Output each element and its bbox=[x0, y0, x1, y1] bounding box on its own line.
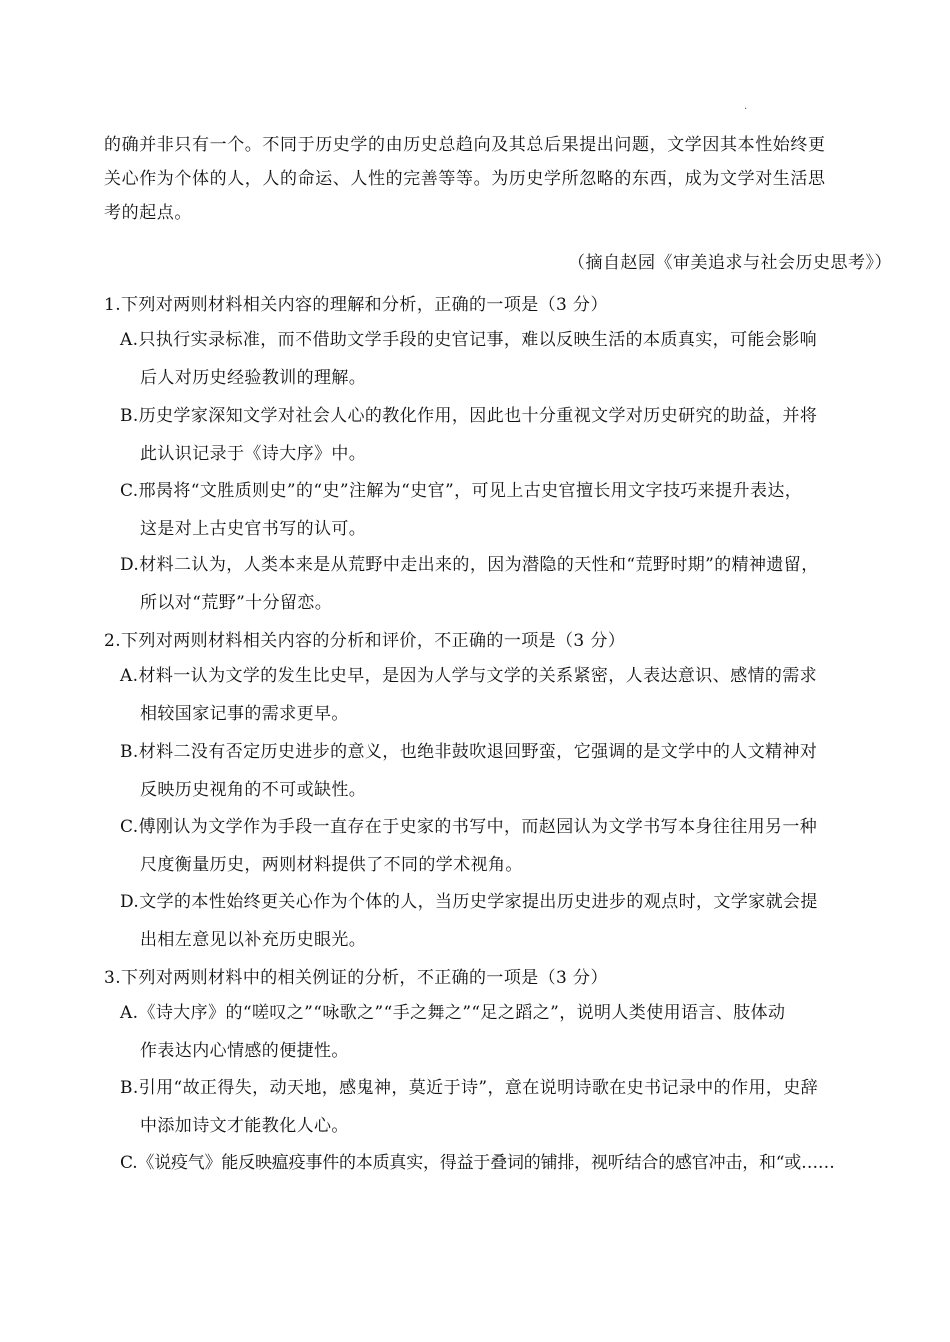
option-line: 后人对历史经验教训的理解。 bbox=[140, 368, 367, 388]
question-3-option-c bbox=[120, 1144, 892, 1182]
question-1-option-d bbox=[120, 546, 892, 622]
option-line: A.材料一认为文学的发生比史早，是因为人学与文学的关系紧密，人表达意识、感情的需求 bbox=[120, 666, 818, 686]
question-1-option-a bbox=[120, 321, 892, 397]
question-1-stem: 1.下列对两则材料相关内容的理解和分析，正确的一项是（3 分） bbox=[104, 295, 608, 315]
question-1-option-b bbox=[120, 397, 892, 473]
option-line: A.只执行实录标准，而不借助文学手段的史官记事，难以反映生活的本质真实，可能会影响 bbox=[120, 330, 818, 350]
option-line: D.材料二认为，人类本来是从荒野中走出来的，因为潜隐的天性和“荒野时期”的精神遗留， bbox=[120, 555, 819, 575]
option-line: A.《诗大序》的“嗟叹之”“咏歌之”“手之舞之”“足之蹈之”，说明人类使用语言、肢体动 bbox=[120, 1003, 786, 1023]
option-line: 所以对“荒野”十分留恋。 bbox=[140, 593, 333, 613]
option-line: 作表达内心情感的便捷性。 bbox=[140, 1041, 349, 1061]
option-line: B.历史学家深知文学对社会人心的教化作用，因此也十分重视文学对历史研究的助益，并将 bbox=[120, 406, 818, 426]
question-2-option-a bbox=[120, 657, 892, 733]
intro-paragraph bbox=[104, 128, 894, 230]
page-marker: · bbox=[744, 104, 748, 115]
question-2-option-b bbox=[120, 733, 892, 809]
question-2-stem: 2.下列对两则材料相关内容的分析和评价，不正确的一项是（3 分） bbox=[104, 631, 626, 651]
option-line: 出相左意见以补充历史眼光。 bbox=[140, 930, 367, 950]
intro-line: 关心作为个体的人，人的命运、人性的完善等等。为历史学所忽略的东西，成为文学对生活思 bbox=[104, 169, 826, 189]
option-line: D.文学的本性始终更关心作为个体的人，当历史学家提出历史进步的观点时，文学家就会提 bbox=[120, 892, 818, 912]
option-line: 反映历史视角的不可或缺性。 bbox=[140, 780, 367, 800]
question-2-option-c bbox=[120, 808, 892, 884]
option-line: 此认识记录于《诗大序》中。 bbox=[140, 444, 367, 464]
option-line: 这是对上古史官书写的认可。 bbox=[140, 519, 367, 539]
question-3-option-a bbox=[120, 994, 892, 1070]
option-line: B.材料二没有否定历史进步的意义，也绝非鼓吹退回野蛮，它强调的是文学中的人文精神对 bbox=[120, 742, 818, 762]
option-line: 中添加诗文才能教化人心。 bbox=[140, 1116, 349, 1136]
question-1-option-c bbox=[120, 472, 892, 548]
source-citation: （摘自赵园《审美追求与社会历史思考》） bbox=[568, 253, 892, 273]
option-line: 相较国家记事的需求更早。 bbox=[140, 704, 349, 724]
question-3-stem: 3.下列对两则材料中的相关例证的分析，不正确的一项是（3 分） bbox=[104, 968, 608, 988]
option-line: C.傅刚认为文学作为手段一直存在于史家的书写中，而赵园认为文学书写本身往往用另一种 bbox=[120, 817, 818, 837]
intro-line: 考的起点。 bbox=[104, 203, 192, 223]
question-3-option-b bbox=[120, 1069, 892, 1145]
intro-line: 的确并非只有一个。不同于历史学的由历史总趋向及其总后果提出问题，文学因其本性始终更 bbox=[104, 135, 826, 155]
question-2-option-d bbox=[120, 883, 892, 959]
option-line: C.《说疫气》能反映瘟疫事件的本质真实，得益于叠词的铺排，视听结合的感官冲击，和“或…… bbox=[120, 1153, 835, 1173]
option-line: B.引用“故正得失，动天地，感鬼神，莫近于诗”，意在说明诗歌在史书记录中的作用，史辞 bbox=[120, 1078, 819, 1098]
option-line: C.邢昺将“文胜质则史”的“史”注解为“史官”，可见上古史官擅长用文字技巧来提升表达， bbox=[120, 481, 803, 501]
option-line: 尺度衡量历史，两则材料提供了不同的学术视角。 bbox=[140, 855, 523, 875]
